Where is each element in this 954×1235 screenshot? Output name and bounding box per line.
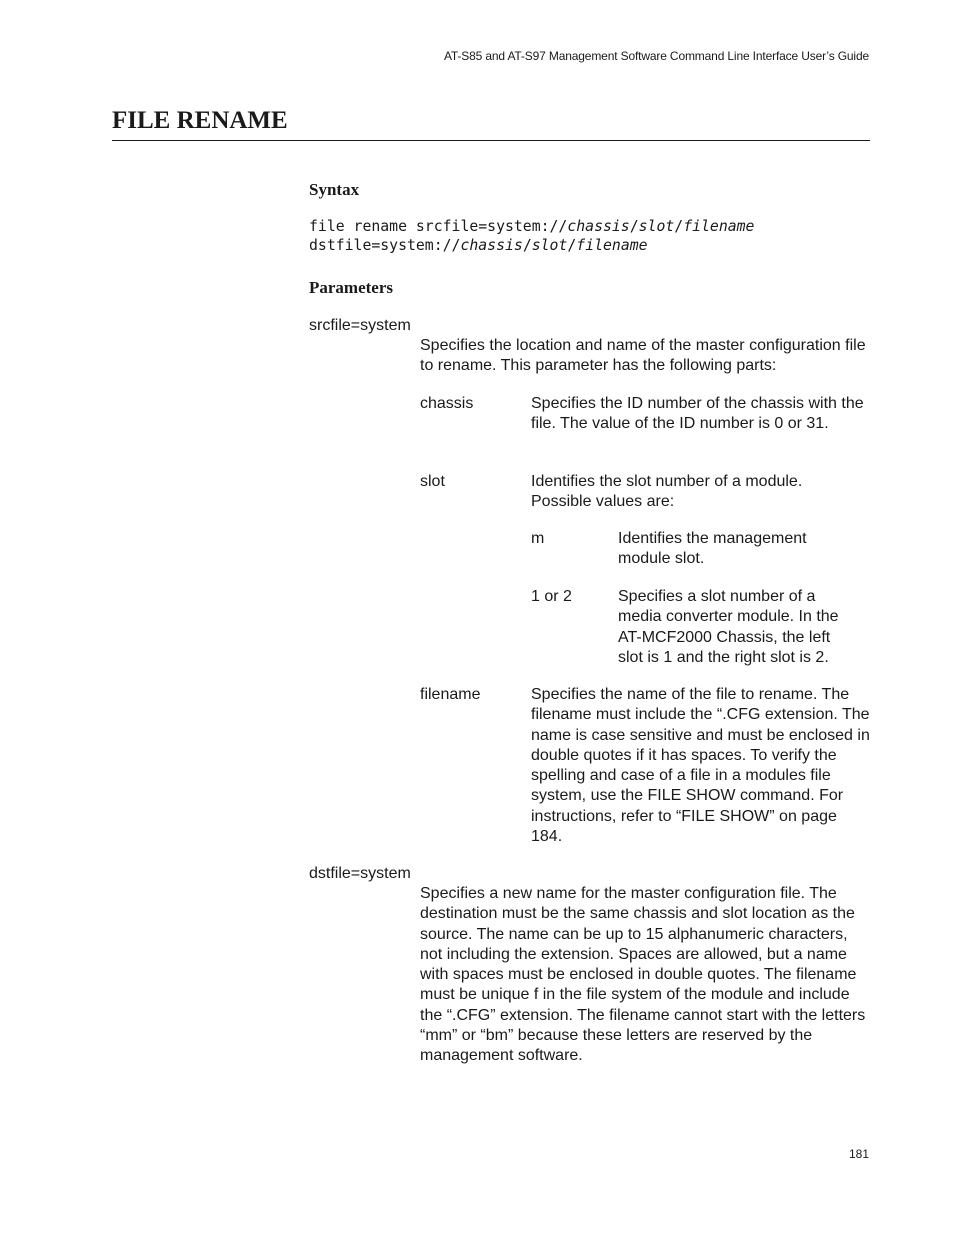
part-filename-name: filename — [420, 686, 481, 703]
syntax-line-2 — [309, 236, 648, 255]
part-chassis-desc: Specifies the ID number of the chassis with the file. The value of the ID number is 0 or 31. — [531, 395, 864, 433]
parameters-heading: Parameters — [309, 278, 394, 297]
syntax-line-1 — [309, 217, 754, 236]
syntax-separator: / — [674, 218, 684, 235]
syntax-separator: / — [522, 237, 532, 254]
running-header: AT-S85 and AT-S97 Management Software Command Line Interface User’s Guide — [443, 49, 869, 63]
syntax-filename-1: filename — [683, 218, 755, 235]
syntax-separator: / — [567, 237, 577, 254]
part-slot-desc: Identifies the slot number of a module. Possible values are: — [531, 473, 803, 511]
title-rule — [112, 140, 870, 141]
param-srcfile-name: srcfile=system — [309, 317, 411, 334]
slot-value-1-or-2-desc: Specifies a slot number of a media converter module. In the AT-MCF2000 Chassis, the left slot is 1 and the right slot is 2. — [618, 588, 839, 666]
syntax-filename-2: filename — [576, 237, 648, 254]
part-chassis-name: chassis — [420, 395, 474, 412]
syntax-line-1-prefix: file rename srcfile=system:// — [309, 218, 568, 235]
syntax-chassis-1: chassis — [567, 218, 630, 235]
page-title: FILE RENAME — [112, 107, 288, 134]
page-number: 181 — [848, 1147, 869, 1161]
param-dstfile-desc: Specifies a new name for the master configuration file. The destination must be the same chassis and slot location as the source. The name can be up to 15 alphanumeric characters, not including the extension. Spaces are allowed, but a name with spaces must be enclosed in double quotes. The filename must be unique f in the file system of the module and include the “.CFG” extension. The filename cannot start with the letters “mm” or “bm” because these letters are reserved by the management software. — [420, 885, 866, 1065]
syntax-heading: Syntax — [309, 180, 360, 199]
slot-value-m-desc: Identifies the management module slot. — [618, 530, 807, 568]
slot-value-1-or-2-name: 1 or 2 — [531, 588, 572, 605]
syntax-slot-1: slot — [638, 218, 675, 235]
syntax-separator: / — [629, 218, 639, 235]
part-slot-name: slot — [420, 473, 445, 490]
slot-value-m-name: m — [531, 530, 545, 547]
syntax-chassis-2: chassis — [460, 237, 523, 254]
param-dstfile-name: dstfile=system — [309, 865, 411, 882]
part-filename-desc: Specifies the name of the file to rename. The filename must include the “.CFG extension. The name is case sensitive and must be enclosed in double quotes if it has spaces. To verify the spelling and case of a file in a modules file system, use the FILE SHOW command. For instructions, refer to “FILE SHOW” on page 184. — [531, 686, 870, 846]
param-srcfile-desc: Specifies the location and name of the master configuration file to rename. This parameter has the following parts: — [420, 337, 866, 375]
syntax-slot-2: slot — [531, 237, 568, 254]
syntax-line-2-prefix: dstfile=system:// — [309, 237, 461, 254]
